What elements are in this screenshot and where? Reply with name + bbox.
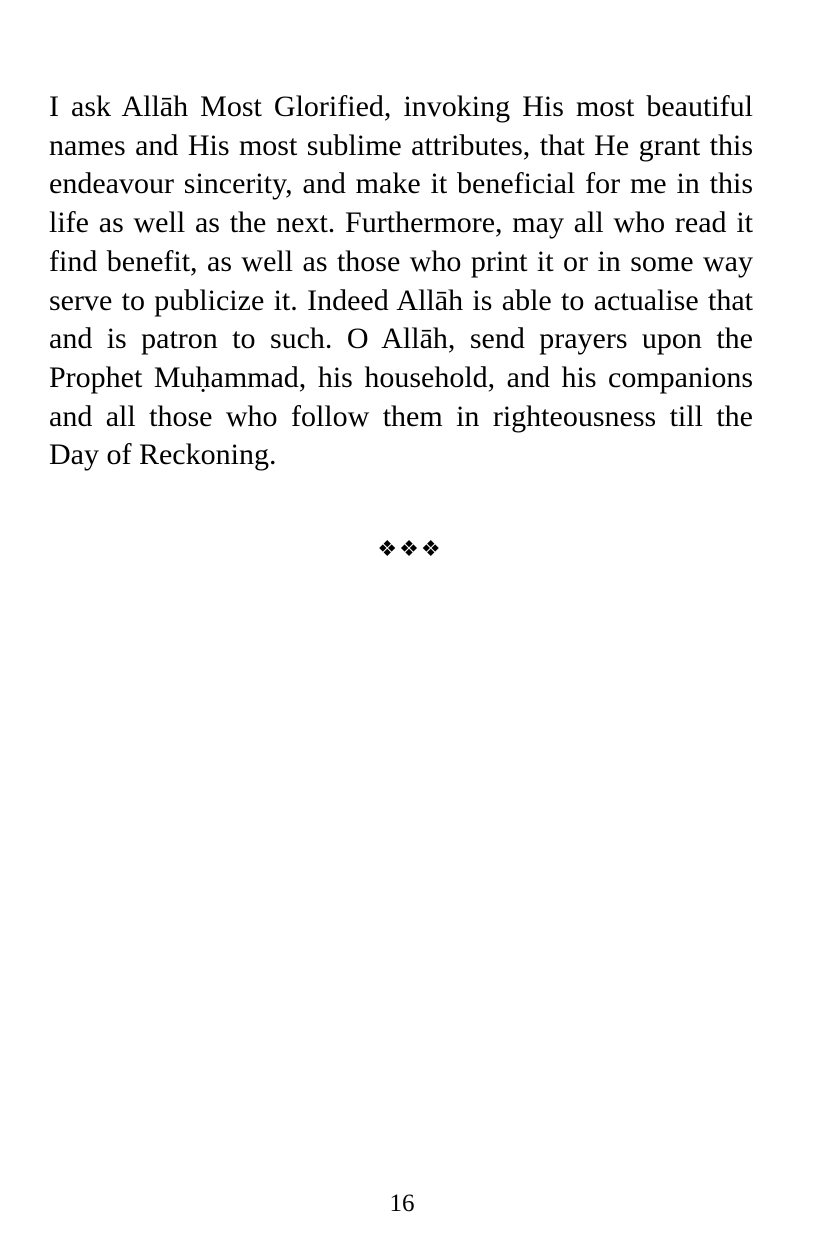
- section-divider-ornament: ❖❖❖: [377, 537, 443, 562]
- page-number: 16: [389, 1190, 415, 1217]
- body-paragraph: I ask Allāh Most Glorified, invoking His most beautiful names and His most sublime attributes, that He grant this endeavour sincerity, and make it beneficial for me in this life as well as the next. Furthermore, may all who read it find benefit, as well as those who print it or in some way serve to publicize it. Indeed Allāh is able to actualise that and is patron to such. O Allāh, send prayers upon the Prophet Muḥammad, his household, and his companions and all those who follow them in righteousness till the Day of Reckoning.: [49, 90, 753, 472]
